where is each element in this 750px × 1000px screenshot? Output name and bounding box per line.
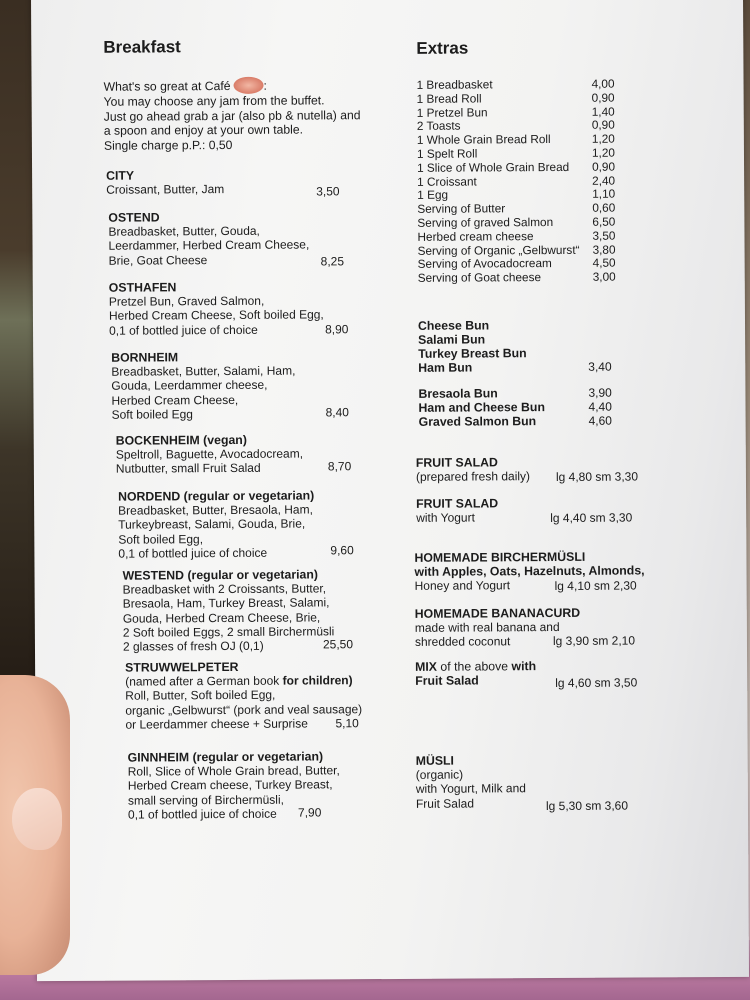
intro-line: What's so great at Café (103, 78, 231, 94)
item-price: 9,60 (330, 543, 354, 558)
fruit-salad-yogurt (416, 495, 666, 525)
item-line: or Leerdammer cheese + Surprise (125, 716, 308, 732)
intro-line: Just go ahead grab a jar (also pb & nutella) and (103, 107, 361, 124)
item-line: Herbed Cream cheese, Turkey Breast, (127, 777, 333, 793)
cafe-logo (233, 77, 263, 94)
mix-title-c: with (511, 659, 537, 674)
bun-name: Bresaola Bun (418, 386, 498, 401)
intro-line: a spoon and enjoy at your own table. (103, 122, 304, 138)
item-title: STRUWWELPETER (125, 659, 239, 675)
bun-row (418, 399, 648, 414)
item-line: 2 glasses of fresh OJ (0,1) (122, 638, 264, 654)
bun-price: 4,60 (588, 413, 613, 428)
item-line: 0,1 of bottled juice of choice (127, 806, 277, 822)
fruit-salad (416, 454, 666, 484)
extras-row (416, 118, 617, 134)
item-line-bold: with Apples, Oats, Hazelnuts, Almonds, (414, 563, 645, 579)
extras-row (417, 200, 617, 217)
item-line: Soft boiled Egg (111, 407, 194, 422)
item-title: GINNHEIM (regular or vegetarian) (127, 749, 324, 765)
item-line: Bresaola, Ham, Turkey Breast, Salami, (122, 595, 330, 611)
item-title: HOMEMADE BIRCHERMÜSLI (414, 549, 586, 565)
bun-row (419, 413, 649, 428)
item-line: small serving of Birchermüsli, (127, 792, 284, 808)
item-line: Gouda, Herbed Cream Cheese, Brie, (122, 610, 321, 626)
extras-name: Serving of graved Salmon (417, 214, 554, 230)
extras-row (417, 256, 618, 272)
item-line: Gouda, Leerdammer cheese, (111, 378, 268, 393)
extras-list (417, 76, 638, 297)
item-line: (prepared fresh daily) (415, 469, 531, 484)
extras-price: 1,40 (591, 104, 615, 119)
extras-price: 4,50 (592, 256, 616, 271)
jam-intro (103, 76, 393, 153)
menu-item-westend (122, 567, 433, 654)
extras-name: Herbed cream cheese (417, 228, 534, 244)
extras-row (416, 104, 617, 120)
menu-item-city (106, 167, 396, 197)
extras-name: 1 Egg (417, 188, 449, 203)
extras-price: 1,20 (591, 145, 615, 160)
item-title: OSTHAFEN (108, 280, 177, 295)
item-price: 25,50 (322, 637, 354, 652)
extras-row (417, 187, 617, 203)
item-line: Honey and Yogurt (414, 578, 511, 593)
item-line: (named after a German book (125, 673, 280, 689)
bun-name: Ham and Cheese Bun (418, 400, 545, 415)
item-line: Soft boiled Egg, (118, 531, 204, 547)
menu-item-bockenheim (116, 432, 416, 476)
extras-price: 0,90 (592, 159, 616, 174)
item-line: Breadbasket, Butter, Gouda, (108, 223, 260, 239)
buns-group-b (418, 385, 648, 428)
item-price: 8,25 (320, 254, 345, 269)
item-price: lg 4,40 sm 3,30 (550, 510, 633, 526)
homemade-bananacurd (415, 605, 675, 649)
extras-price: 0,90 (591, 90, 615, 105)
item-line: 2 Soft boiled Eggs, 2 small Birchermüsli (122, 624, 335, 640)
item-line: made with real banana and (414, 619, 560, 635)
extras-row (416, 90, 617, 106)
extras-price: 3,00 (592, 269, 616, 284)
extras-name: 1 Pretzel Bun (416, 104, 488, 120)
extras-name: 1 Whole Grain Bread Roll (416, 132, 551, 148)
extras-price: 6,50 (592, 214, 616, 229)
extras-price: 3,50 (592, 228, 616, 243)
item-line: Herbed Cream Cheese, Soft boiled Egg, (108, 307, 324, 324)
menu-page (31, 0, 749, 981)
item-line: shredded coconut (414, 634, 511, 650)
item-title: OSTEND (108, 210, 160, 225)
extras-row (417, 242, 618, 258)
item-line: Pretzel Bun, Graved Salmon, (108, 293, 265, 309)
bun-line: Salami Bun (418, 332, 486, 347)
extras-price: 0,60 (592, 200, 616, 215)
item-line: Roll, Slice of Whole Grain bread, Butter, (127, 763, 340, 779)
item-line: Nutbutter, small Fruit Salad (115, 461, 261, 476)
extras-price: 3,80 (592, 242, 616, 257)
mix-with-fruit-salad (415, 658, 675, 688)
item-line: organic „Gelbwurst“ (pork and veal sausage) (125, 701, 363, 718)
item-line: Herbed Cream Cheese, (111, 392, 239, 408)
extras-row (417, 269, 618, 286)
menu-item-nordend (118, 488, 418, 561)
extras-name: Serving of Butter (417, 201, 506, 217)
extras-row (417, 159, 617, 175)
item-line: 0,1 of bottled juice of choice (108, 322, 258, 338)
breakfast-heading: Breakfast (103, 37, 181, 57)
item-line-bold: Fruit Salad (415, 673, 479, 688)
extras-name: 1 Bread Roll (416, 91, 482, 106)
menu-item-struwwelpeter (125, 659, 445, 732)
item-title: CITY (106, 168, 135, 183)
extras-name: 1 Spelt Roll (416, 146, 478, 161)
item-title: BOCKENHEIM (vegan) (115, 432, 247, 448)
extras-name: Serving of Organic „Gelbwurst“ (417, 242, 580, 258)
item-price: 8,90 (324, 322, 349, 337)
extras-price: 2,40 (592, 173, 616, 188)
item-line: 0,1 of bottled juice of choice (118, 545, 268, 561)
bun-price: 3,90 (588, 385, 612, 400)
mix-title-a: MIX (415, 659, 438, 674)
item-title: MÜSLI (415, 753, 454, 768)
item-price: lg 3,90 sm 2,10 (552, 633, 636, 649)
item-line: Croissant, Butter, Jam (106, 182, 225, 197)
item-line: Breadbasket, Butter, Salami, Ham, (111, 363, 296, 379)
item-line: Breadbasket, Butter, Bresaola, Ham, (118, 502, 313, 518)
item-title: WESTEND (regular or vegetarian) (122, 567, 319, 583)
bun-line: Ham Bun (418, 360, 473, 375)
item-line: Leerdammer, Herbed Cream Cheese, (108, 237, 310, 254)
extras-name: 2 Toasts (416, 118, 461, 134)
extras-heading: Extras (416, 38, 469, 58)
extras-name: 1 Breadbasket (416, 77, 493, 92)
extras-name: Serving of Goat cheese (417, 270, 542, 286)
item-line: Fruit Salad (415, 796, 475, 811)
item-title: BORNHEIM (111, 350, 179, 365)
bun-price: 4,40 (588, 399, 612, 414)
bun-line: Turkey Breast Bun (418, 346, 527, 361)
item-price: lg 5,30 sm 3,60 (545, 798, 629, 814)
muesli (415, 752, 676, 814)
extras-price: 4,00 (591, 76, 615, 91)
extras-row (416, 76, 617, 92)
extras-price: 1,20 (591, 131, 615, 146)
item-price: lg 4,10 sm 2,30 (554, 578, 637, 593)
buns-group-a (418, 317, 648, 374)
item-line: (organic) (415, 767, 464, 782)
item-price: 8,70 (327, 459, 352, 474)
intro-colon: : (263, 78, 267, 93)
item-price: lg 4,80 sm 3,30 (555, 469, 639, 484)
item-price: lg 4,60 sm 3,50 (555, 675, 638, 690)
extras-name: 1 Slice of Whole Grain Bread (417, 159, 570, 175)
item-line: with Yogurt, Milk and (415, 781, 526, 797)
item-line: Turkeybreast, Salami, Gouda, Brie, (118, 516, 306, 532)
item-price: 7,90 (297, 805, 322, 820)
bun-line: Cheese Bun (417, 318, 490, 333)
item-line: with Yogurt (416, 510, 475, 525)
bun-name: Graved Salmon Bun (418, 414, 537, 429)
thumbnail (12, 788, 62, 850)
extras-row (417, 214, 617, 230)
item-line: Brie, Goat Cheese (108, 252, 208, 268)
extras-price: 1,10 (592, 187, 616, 202)
item-line: Roll, Butter, Soft boiled Egg, (125, 688, 276, 703)
item-price: 3,50 (316, 184, 340, 199)
menu-item-ostend (108, 209, 398, 268)
bun-price: 3,40 (588, 359, 612, 374)
extras-name: Serving of Avocadocream (417, 256, 552, 272)
item-line: Speltroll, Baguette, Avocadocream, (115, 446, 304, 462)
intro-line: Single charge p.P.: 0,50 (103, 137, 233, 153)
mix-title-b: of the above (436, 659, 512, 674)
item-title: NORDEND (regular or vegetarian) (118, 488, 315, 504)
extras-row (417, 228, 617, 244)
item-line-bold: for children) (282, 673, 353, 688)
menu-item-bornheim (111, 349, 411, 422)
item-line: Breadbasket with 2 Croissants, Butter, (122, 581, 327, 597)
item-price: 5,10 (335, 716, 359, 731)
extras-price: 0,90 (591, 118, 615, 133)
extras-row (416, 131, 617, 148)
extras-name: 1 Croissant (417, 174, 477, 189)
menu-item-ginnheim (128, 749, 438, 822)
intro-line: You may choose any jam from the buffet. (103, 93, 325, 109)
item-title: FRUIT SALAD (415, 455, 498, 470)
item-title: FRUIT SALAD (416, 496, 499, 511)
homemade-birchermuesli (414, 549, 674, 593)
menu-item-osthafen (109, 279, 409, 338)
bun-row (418, 385, 648, 400)
item-price: 8,40 (325, 405, 349, 420)
item-title: HOMEMADE BANANACURD (414, 605, 581, 621)
